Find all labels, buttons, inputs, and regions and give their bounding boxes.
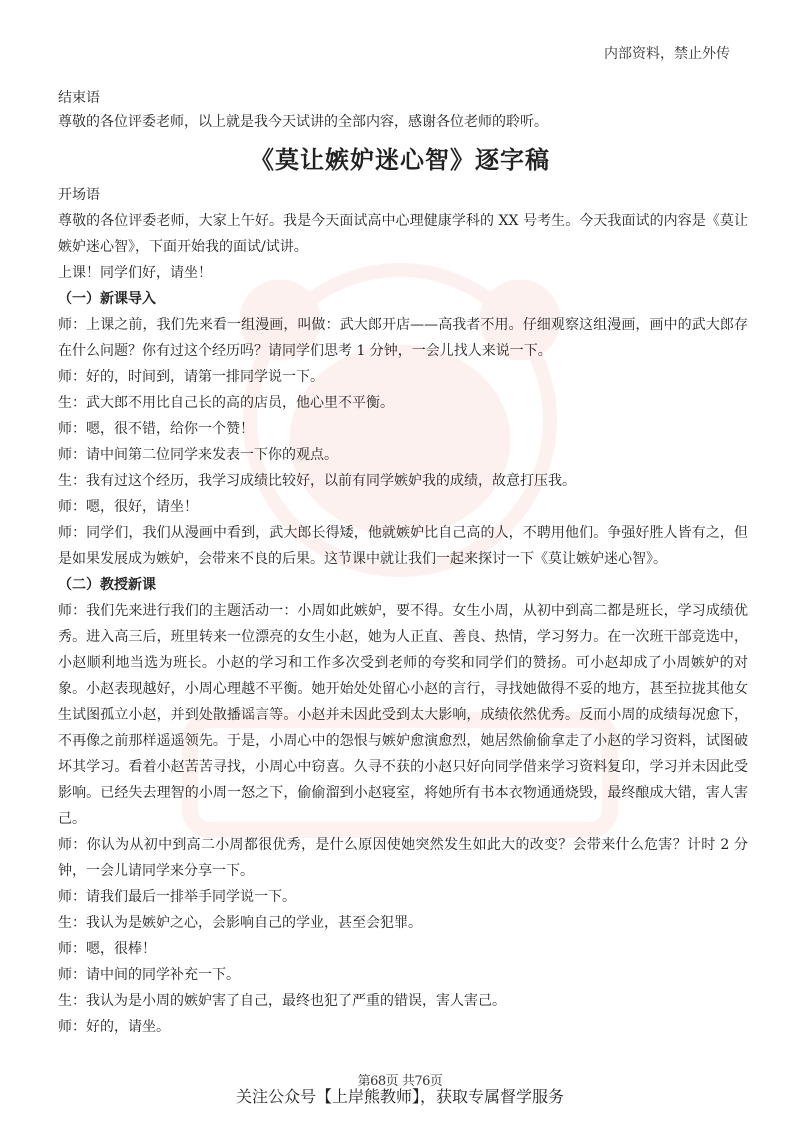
paragraph: 师：我们先来进行我们的主题活动一：小周如此嫉妒，要不得。女生小周，从初中到高二都是班长，学习成绩优秀。进入高三后，班里转来一位漂亮的女生小赵，她为人正直、善良、热情，学习努力。在一次班干部竞选中，小赵顺利地当选为班长。小赵的学习和工作多次受到老师的夸奖和同学们的赞扬。可小赵却成了小周嫉妒的对象。小赵表现越好，小周心理越不平衡。她开始处处留心小赵的言行，寻找她做得不妥的地方，甚至拉拢其他女生试图孤立小赵，并到处散播谣言等。小赵并未因此受到太大影响，成绩依然优秀。反而小周的成绩每况愈下，不再像之前那样遥遥领先。于是，小周心中的怨恨与嫉妒愈演愈烈，她居然偷偷拿走了小赵的学习资料，试图破坏其学习。看着小赵苦苦寻找，小周心中窃喜。久寻不获的小赵只好向同学借来学习资料复印，学习并未因此受影响。已经失去理智的小周一怒之下，偷偷溜到小赵寝室，将她所有书本衣物通通烧毁，最终酿成大错，害人害己。 (58, 603, 748, 827)
paragraph: 师：上课之前，我们先来看一组漫画，叫做：武大郎开店——高我者不用。仔细观察这组漫画，画中的武大郎存在什么问题？你有过这个经历吗？请同学们思考 1 分钟，一会儿找人来说一下。 (58, 317, 748, 359)
section-heading: （二）教授新课 (58, 577, 156, 593)
paragraph: 生：武大郎不用比自己长的高的店员，他心里不平衡。 (58, 395, 394, 411)
paragraph: 师：请我们最后一排举手同学说一下。 (58, 889, 296, 905)
paragraph: 师：你认为从初中到高二小周都很优秀，是什么原因使她突然发生如此大的改变？会带来什么危害？计时 2 分钟，一会儿请同学来分享一下。 (58, 837, 748, 879)
closing-text: 尊敬的各位评委老师，以上就是我今天试讲的全部内容，感谢各位老师的聆听。 (58, 114, 548, 130)
paragraph: 尊敬的各位评委老师，大家上午好。我是今天面试高中心理健康学科的 XX 号考生。今天我面试的内容是《莫让嫉妒迷心智》，下面开始我的面试/试讲。 (58, 213, 748, 255)
section-label: 开场语 (58, 187, 100, 203)
paragraph: 师：请中间第二位同学来发表一下你的观点。 (58, 447, 338, 463)
footer-promo: 关注公众号【上岸熊教师】，获取专属督学服务 (235, 1087, 564, 1106)
paragraph: 师：好的，时间到，请第一排同学说一下。 (58, 369, 324, 385)
document-title: 《莫让嫉妒迷心智》逐字稿 (250, 146, 550, 174)
confidential-note: 内部资料，禁止外传 (604, 46, 730, 62)
paragraph: 师：好的，请坐。 (58, 1019, 170, 1035)
closing-label: 结束语 (58, 90, 100, 106)
page-number: 第68页 共76页 (357, 1074, 443, 1089)
section-heading: （一）新课导入 (58, 291, 156, 307)
closing-section (58, 86, 748, 134)
paragraph: 生：我认为是小周的嫉妒害了自己，最终也犯了严重的错误，害人害己。 (58, 993, 506, 1009)
paragraph: 师：嗯，很好，请坐！ (58, 499, 198, 515)
paragraph: 师：同学们，我们从漫画中看到，武大郎长得矮，他就嫉妒比自己高的人，不聘用他们。争强好胜人皆有之，但是如果发展成为嫉妒，会带来不良的后果。这节课中就让我们一起来探讨一下《莫让嫉妒迷心智》。 (58, 525, 748, 567)
transcript-body (58, 182, 748, 1040)
paragraph: 师：请中间的同学补充一下。 (58, 967, 240, 983)
paragraph: 师：嗯，很棒！ (58, 941, 156, 957)
paragraph: 生：我认为是嫉妒之心，会影响自己的学业，甚至会犯罪。 (58, 915, 422, 931)
paragraph: 上课！同学们好，请坐！ (58, 265, 212, 281)
paragraph: 生：我有过这个经历，我学习成绩比较好，以前有同学嫉妒我的成绩，故意打压我。 (58, 473, 576, 489)
paragraph: 师：嗯，很不错，给你一个赞！ (58, 421, 254, 437)
